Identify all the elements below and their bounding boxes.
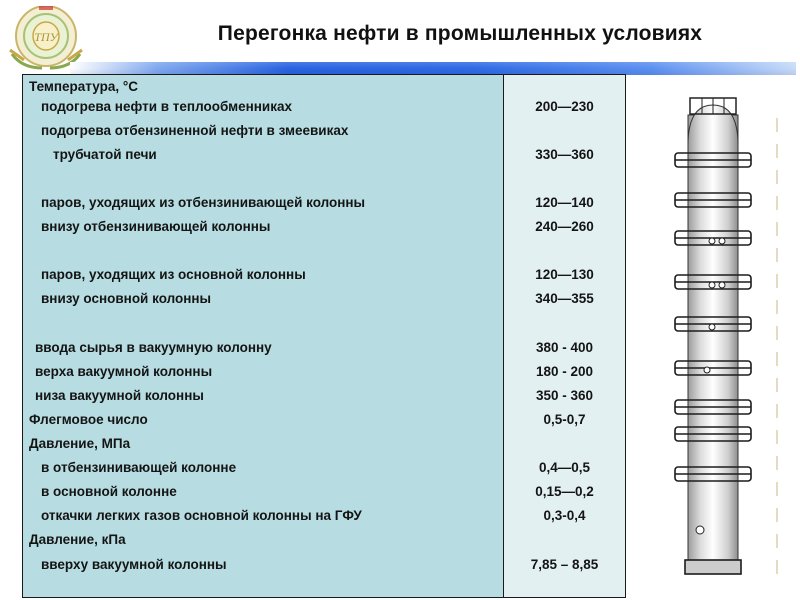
parameter-label: трубчатой печи bbox=[53, 147, 157, 162]
parameter-label: откачки легких газов основной колонны на ГФУ bbox=[41, 508, 362, 523]
parameter-label: Температура, °C bbox=[29, 79, 138, 94]
parameter-label: в отбензинивающей колонне bbox=[41, 460, 237, 475]
parameter-label: паров, уходящих из отбензинивающей колонны bbox=[41, 195, 366, 210]
parameter-value: 340—355 bbox=[535, 291, 594, 306]
distillation-column-image bbox=[660, 95, 770, 585]
parameter-label: верха вакуумной колонны bbox=[35, 364, 213, 379]
svg-text:ТПУ: ТПУ bbox=[34, 30, 58, 44]
parameter-label: Флегмовое число bbox=[29, 412, 148, 427]
parameter-label: внизу основной колонны bbox=[41, 291, 212, 306]
slide-title: Перегонка нефти в промышленных условиях bbox=[217, 22, 703, 45]
parameter-value: 180 - 200 bbox=[535, 364, 594, 379]
parameter-label: паров, уходящих из основной колонны bbox=[41, 267, 306, 282]
parameter-value: 0,4—0,5 bbox=[538, 460, 591, 475]
parameter-value bbox=[504, 528, 625, 552]
parameter-label: в основной колонне bbox=[41, 484, 177, 499]
parameter-value bbox=[504, 432, 625, 456]
parameter-value: 0,3-0,4 bbox=[543, 508, 586, 523]
parameter-value: 350 - 360 bbox=[535, 388, 594, 403]
parameter-value: 7,85 – 8,85 bbox=[530, 557, 599, 572]
parameter-label: вверху вакуумной колонны bbox=[41, 557, 227, 572]
parameter-value: 120—130 bbox=[535, 267, 594, 282]
parameter-value: 200—230 bbox=[535, 99, 594, 114]
parameter-label: внизу отбензинивающей колонны bbox=[41, 219, 271, 234]
parameter-names-column bbox=[23, 75, 504, 597]
parameter-label: Давление, кПа bbox=[29, 532, 126, 547]
parameter-label: низа вакуумной колонны bbox=[35, 388, 204, 403]
parameters-table bbox=[22, 74, 626, 598]
parameter-value: 120—140 bbox=[535, 195, 594, 210]
parameter-label: Давление, МПа bbox=[29, 436, 131, 451]
parameter-value: 380 - 400 bbox=[535, 340, 594, 355]
parameter-value: 330—360 bbox=[535, 147, 594, 162]
parameter-value: 0,5-0,7 bbox=[543, 412, 586, 427]
parameter-value: 0,15—0,2 bbox=[535, 484, 594, 499]
parameter-label: подогрева нефти в теплообменниках bbox=[41, 99, 293, 114]
parameter-label: ввода сырья в вакуумную колонну bbox=[35, 340, 272, 355]
parameter-value bbox=[504, 119, 625, 143]
parameter-value: 240—260 bbox=[535, 219, 594, 234]
parameter-label: подогрева отбензиненной нефти в змеевиках bbox=[41, 123, 349, 138]
dimension-dashed-line bbox=[776, 118, 778, 583]
parameter-values-column bbox=[504, 75, 625, 597]
